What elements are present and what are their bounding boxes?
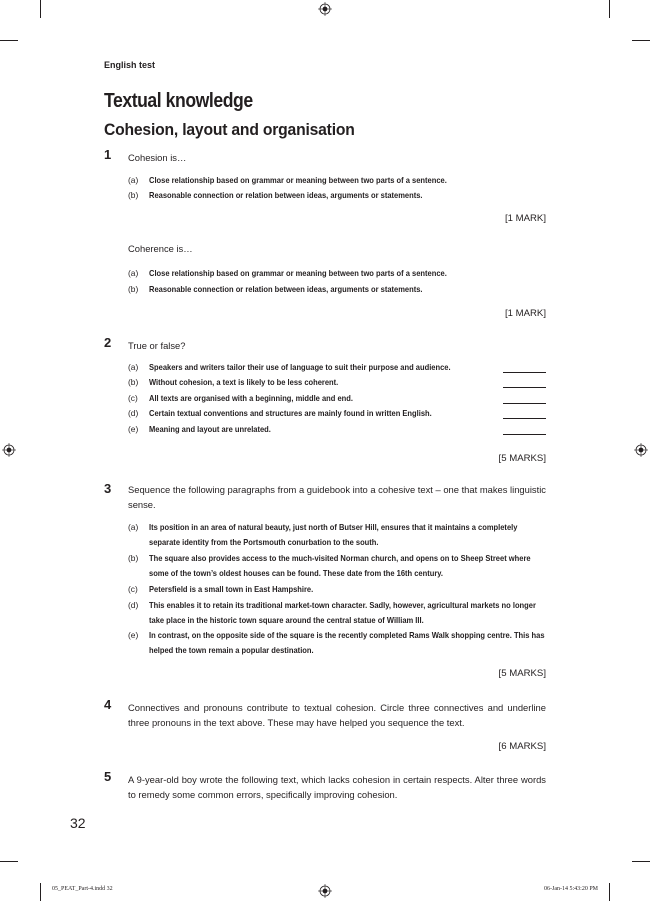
question-number: 1 xyxy=(104,147,112,162)
item-label: (a) xyxy=(128,362,139,372)
item-label: (e) xyxy=(128,424,139,434)
item-label: (b) xyxy=(128,553,139,563)
page-title: Textual knowledge xyxy=(104,90,253,112)
item-text: Its position in an area of natural beauty, just north of Butser Hill, ensures that it maintains a completely separate identity from the Portsmouth conurbation to the south. xyxy=(149,522,518,547)
question-stem: Connectives and pronouns contribute to textual cohesion. Circle three connectives and underline three pronouns in the text above. These may have helped you sequence the text. xyxy=(128,702,546,728)
crop-mark xyxy=(40,0,41,18)
answer-blank[interactable] xyxy=(503,406,546,419)
item-label: (e) xyxy=(128,630,139,640)
item-text: Certain textual conventions and structures are mainly found in written English. xyxy=(149,408,432,418)
item-label: (c) xyxy=(128,393,138,403)
answer-blank[interactable] xyxy=(503,360,546,373)
registration-mark-icon xyxy=(318,884,332,898)
item-label: (b) xyxy=(128,377,139,387)
registration-mark-icon xyxy=(318,2,332,16)
list-item xyxy=(128,360,548,375)
marks-label: [5 MARKS] xyxy=(498,668,546,679)
question-number: 2 xyxy=(104,335,112,350)
item-text: Without cohesion, a text is likely to be less coherent. xyxy=(149,377,339,387)
page-number: 32 xyxy=(70,815,86,831)
item-label: (d) xyxy=(128,408,139,418)
item-label: (c) xyxy=(128,584,138,594)
question-stem: A 9-year-old boy wrote the following text, which lacks cohesion in certain respects. Alter three words to remedy some common errors, specifically improving cohesion. xyxy=(128,774,546,800)
slug-file: 05_PEAT_Part-4.indd 32 xyxy=(52,886,113,892)
marks-label: [1 MARK] xyxy=(504,308,546,319)
running-head: English test xyxy=(104,60,156,70)
list-item xyxy=(128,406,548,421)
item-text: Reasonable connection or relation between ideas, arguments or statements. xyxy=(149,284,423,294)
marks-label: [1 MARK] xyxy=(504,213,546,224)
item-text: Speakers and writers tailor their use of language to suit their purpose and audience. xyxy=(149,362,451,372)
item-text: In contrast, on the opposite side of the square is the recently completed Rams Walk shopping centre. This has helped the town remain a popular destination. xyxy=(149,630,545,655)
item-label: (a) xyxy=(128,522,139,532)
question-number: 3 xyxy=(104,481,112,496)
item-text: Meaning and layout are unrelated. xyxy=(149,424,271,434)
registration-mark-icon xyxy=(2,443,16,457)
list-item xyxy=(128,628,548,657)
item-label: (b) xyxy=(128,190,139,200)
marks-label: [6 MARKS] xyxy=(498,741,546,752)
question-number: 4 xyxy=(104,697,112,712)
item-text: Close relationship based on grammar or meaning between two parts of a sentence. xyxy=(149,175,447,185)
item-text: Petersfield is a small town in East Hampshire. xyxy=(149,584,314,594)
question-stem: Sequence the following paragraphs from a guidebook into a cohesive text – one that makes linguistic sense. xyxy=(128,484,546,510)
crop-mark xyxy=(609,883,610,901)
item-text: Close relationship based on grammar or meaning between two parts of a sentence. xyxy=(149,268,447,278)
list-item xyxy=(128,422,548,437)
crop-mark xyxy=(40,883,41,901)
section-title: Cohesion, layout and organisation xyxy=(104,121,355,139)
list-item xyxy=(128,520,548,549)
answer-blank[interactable] xyxy=(503,375,546,388)
slug-date: 06-Jan-14 5:43:20 PM xyxy=(544,886,598,892)
item-text: The square also provides access to the much-visited Norman church, and opens on to Sheep Street where some of the town’s oldest houses can be found. These date from the 16th century. xyxy=(149,553,531,578)
item-text: Reasonable connection or relation between ideas, arguments or statements. xyxy=(149,190,423,200)
crop-mark xyxy=(0,40,18,41)
question-stem: Coherence is… xyxy=(128,243,193,254)
item-label: (b) xyxy=(128,284,139,294)
list-item xyxy=(128,173,548,188)
item-label: (d) xyxy=(128,600,139,610)
answer-blank[interactable] xyxy=(503,391,546,404)
list-item xyxy=(128,598,548,627)
crop-mark xyxy=(632,40,650,41)
list-item xyxy=(128,582,548,597)
list-item xyxy=(128,391,548,406)
question-number: 5 xyxy=(104,769,112,784)
answer-blank[interactable] xyxy=(503,422,546,435)
crop-mark xyxy=(0,861,18,862)
crop-mark xyxy=(632,861,650,862)
list-item xyxy=(128,551,548,580)
item-label: (a) xyxy=(128,268,139,278)
question-stem: True or false? xyxy=(128,340,186,351)
list-item xyxy=(128,188,548,203)
item-text: This enables it to retain its traditional market-town character. Sadly, however, agricultural markets no longer take place in the historic town square around the central statue of William III. xyxy=(149,600,536,625)
marks-label: [5 MARKS] xyxy=(498,453,546,464)
list-item xyxy=(128,375,548,390)
question-stem: Cohesion is… xyxy=(128,152,187,163)
crop-mark xyxy=(609,0,610,18)
item-text: All texts are organised with a beginning, middle and end. xyxy=(149,393,353,403)
list-item xyxy=(128,266,548,281)
list-item xyxy=(128,282,548,297)
registration-mark-icon xyxy=(634,443,648,457)
item-label: (a) xyxy=(128,175,139,185)
